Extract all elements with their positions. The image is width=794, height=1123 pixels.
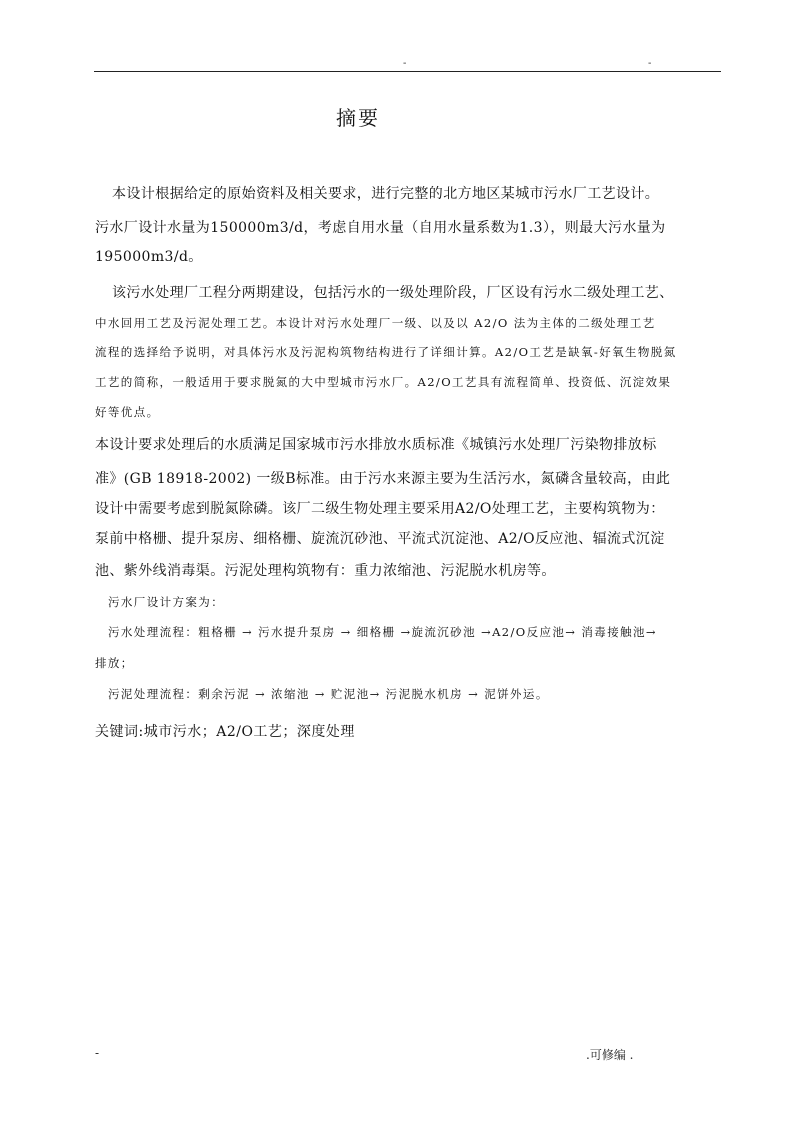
text-line: 污水厂设计水量为150000m3/d，考虑自用水量（自用水量系数为1.3），则最大污水量为 (95, 220, 666, 236)
keywords: 关键词:城市污水；A2/O工艺；深度处理 (95, 724, 355, 740)
page-title: 摘要 (336, 106, 380, 130)
footer-editable-note: .可修编 . (586, 1048, 634, 1062)
text-line: 流程的选择给予说明，对具体污水及污泥构筑物结构进行了详细计算。A2/O工艺是缺氧-好氧生物脱氮 (95, 345, 677, 359)
wastewater-flow-line: 污水处理流程：粗格栅 → 污水提升泵房 → 细格栅 →旋流沉砂池 →A2/O反应池→ 消毒接触池→ (108, 625, 657, 639)
footer-mark-left: - (95, 1046, 100, 1060)
text-line: 泵前中格栅、提升泵房、细格栅、旋流沉砂池、平流式沉淀池、A2/O反应池、辐流式沉淀 (95, 531, 665, 547)
text-line: 池、紫外线消毒渠。污泥处理构筑物有：重力浓缩池、污泥脱水机房等。 (95, 563, 556, 579)
text-line: 准》(GB 18918-2002) 一级B标准。由于污水来源主要为生活污水，氮磷含量较高，由此 (95, 471, 671, 487)
text-line: 好等优点。 (95, 405, 160, 419)
text-line: 该污水处理厂工程分两期建设，包括污水的一级处理阶段，厂区设有污水二级处理工艺、 (112, 285, 674, 301)
scheme-heading: 污水厂设计方案为： (108, 595, 225, 609)
text-line: 中水回用工艺及污泥处理工艺。本设计对污水处理厂一级、以及以 A2/O 法为主体的二级处理工艺 (95, 316, 656, 330)
wastewater-flow-line: 排放； (95, 656, 134, 670)
text-line: 本设计要求处理后的水质满足国家城市污水排放水质标准《城镇污水处理厂污染物排放标 (95, 437, 657, 453)
header-rule (94, 71, 721, 72)
text-line: 本设计根据给定的原始资料及相关要求，进行完整的北方地区某城市污水厂工艺设计。 (112, 186, 660, 202)
header-mark-left: - (403, 58, 407, 69)
header-mark-right: - (648, 58, 652, 69)
text-line: 工艺的简称，一般适用于要求脱氮的大中型城市污水厂。A2/O工艺具有流程简单、投资低、沉淀效果 (95, 375, 672, 389)
text-line: 195000m3/d。 (95, 249, 203, 265)
sludge-flow-line: 污泥处理流程：剩余污泥 → 浓缩池 → 贮泥池→ 污泥脱水机房 → 泥饼外运。 (108, 687, 549, 701)
text-line: 设计中需要考虑到脱氮除磷。该厂二级生物处理主要采用A2/O处理工艺，主要构筑物为： (95, 501, 665, 517)
